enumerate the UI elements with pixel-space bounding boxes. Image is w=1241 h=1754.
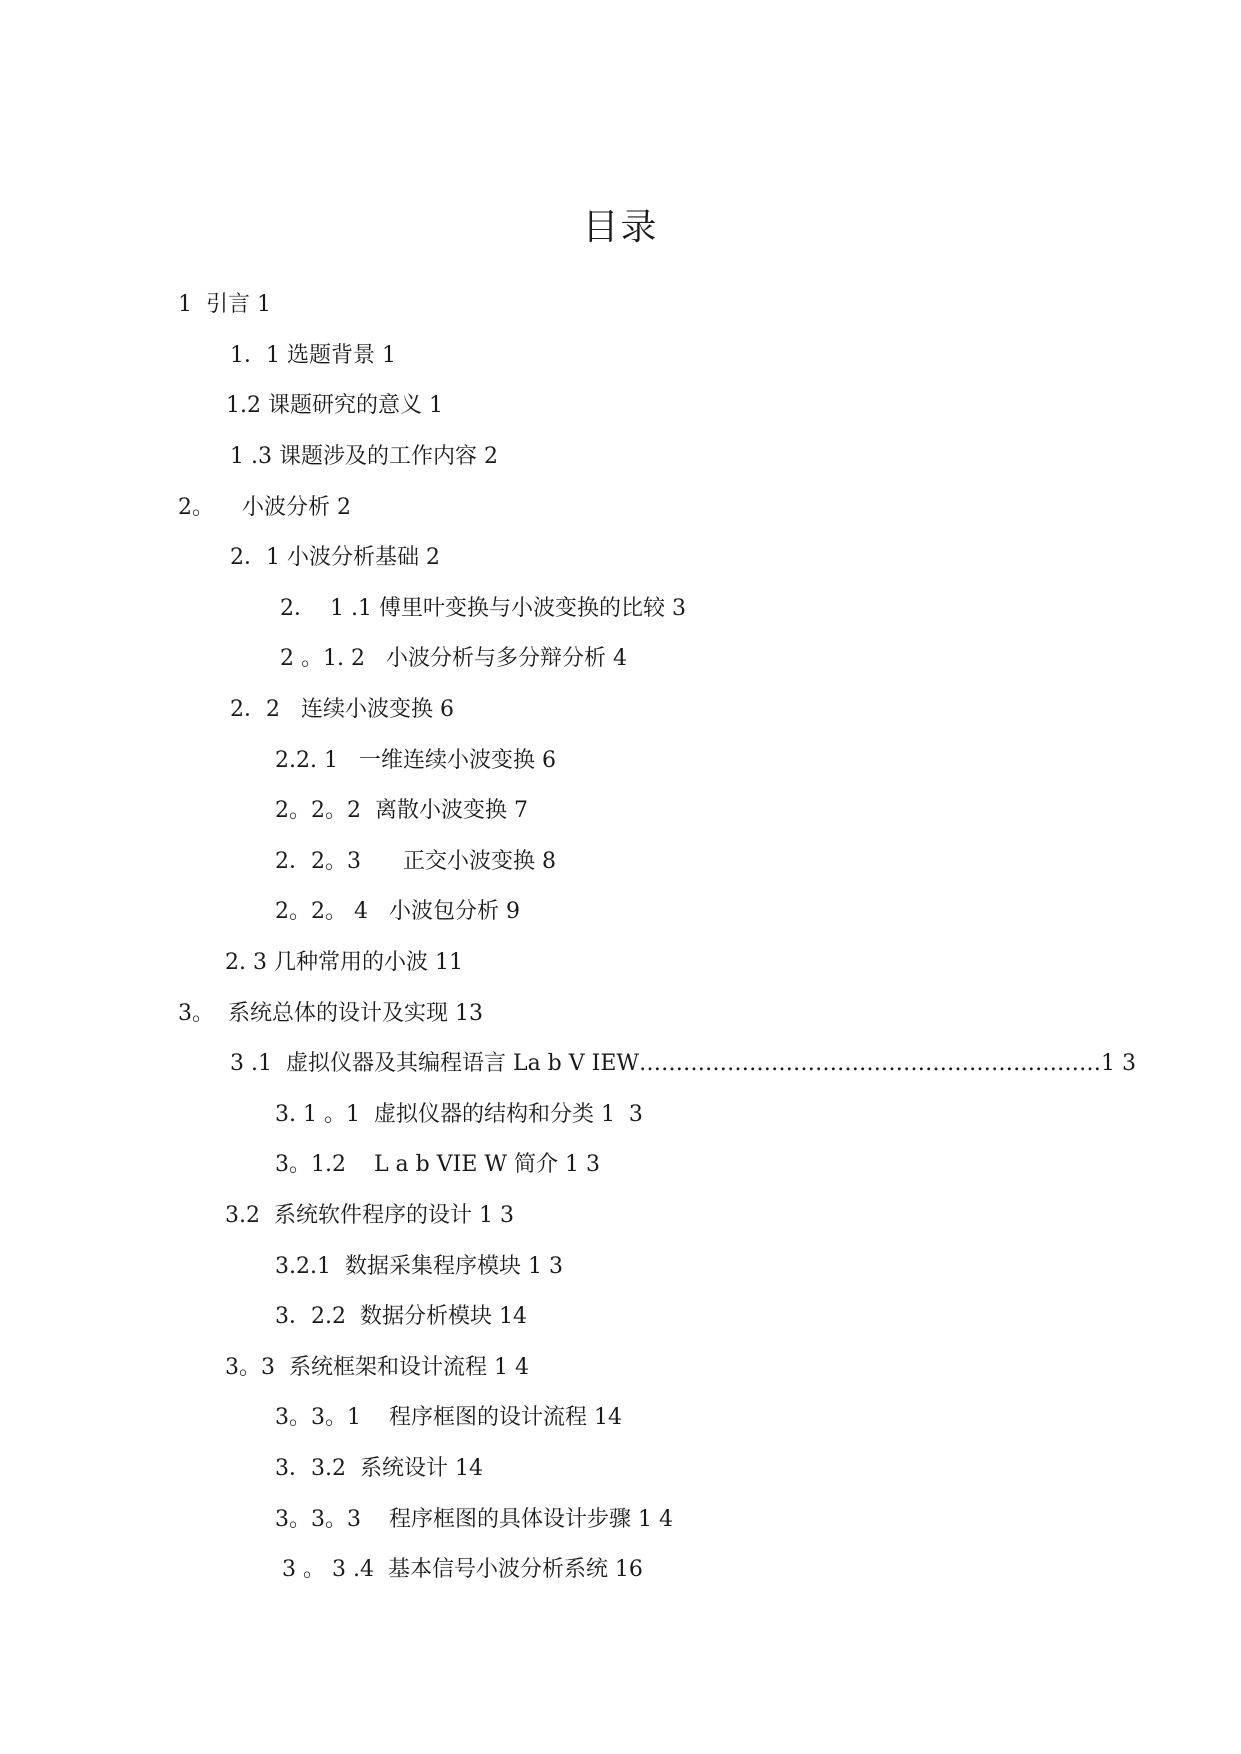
toc-entry: 1．1 选题背景 1 xyxy=(230,343,396,368)
toc-entry: 1 .3 课题涉及的工作内容 2 xyxy=(230,444,498,469)
toc-entry: 3.2.1 数据采集程序模块 1 3 xyxy=(275,1254,563,1279)
toc-entry: 2 。1. 2 小波分析与多分辩分析 4 xyxy=(280,646,627,671)
toc-entry: 2. 3 几种常用的小波 11 xyxy=(225,950,463,975)
toc-entry: 3 。 3 .4 基本信号小波分析系统 16 xyxy=(275,1557,643,1582)
toc-entry: 3。3。3 程序框图的具体设计步骤 1 4 xyxy=(275,1507,673,1532)
toc-entry: 3. 1 。1 虚拟仪器的结构和分类 1 3 xyxy=(275,1102,643,1127)
toc-entry: 2.2. 1 一维连续小波变换 6 xyxy=(275,748,556,773)
toc-entry: 2．2。3 正交小波变换 8 xyxy=(275,849,556,874)
toc-entry: 3。 系统总体的设计及实现 13 xyxy=(178,1001,483,1026)
toc-entry: 3．2.2 数据分析模块 14 xyxy=(275,1304,527,1329)
toc-entry: 3。3 系统框架和设计流程 1 4 xyxy=(225,1355,529,1380)
toc-entry: 3.2 系统软件程序的设计 1 3 xyxy=(225,1203,514,1228)
toc-entry: 1 引言 1 xyxy=(178,292,271,317)
toc-entry: 2．1 小波分析基础 2 xyxy=(230,545,440,570)
toc-entry: 3。1.2 L a b VIE W 简介 1 3 xyxy=(275,1152,600,1177)
toc-entry: 3．3.2 系统设计 14 xyxy=(275,1456,483,1481)
toc-entry: 3。3。1 程序框图的设计流程 14 xyxy=(275,1405,622,1430)
toc-entry: 2． 1 .1 傅里叶变换与小波变换的比较 3 xyxy=(280,596,686,621)
toc-entry: 1.2 课题研究的意义 1 xyxy=(226,393,443,418)
toc-entry: 2。2。2 离散小波变换 7 xyxy=(275,798,528,823)
toc-entry: 2。2。 4 小波包分析 9 xyxy=(275,899,520,924)
page-title: 目录 xyxy=(582,207,659,248)
toc-entry: 3 .1 虚拟仪器及其编程语言 La b V IEW………………………………………………………1 3 xyxy=(230,1051,1136,1076)
toc-entry: 2．2 连续小波变换 6 xyxy=(230,697,454,722)
toc-entry: 2。 小波分析 2 xyxy=(178,495,351,520)
